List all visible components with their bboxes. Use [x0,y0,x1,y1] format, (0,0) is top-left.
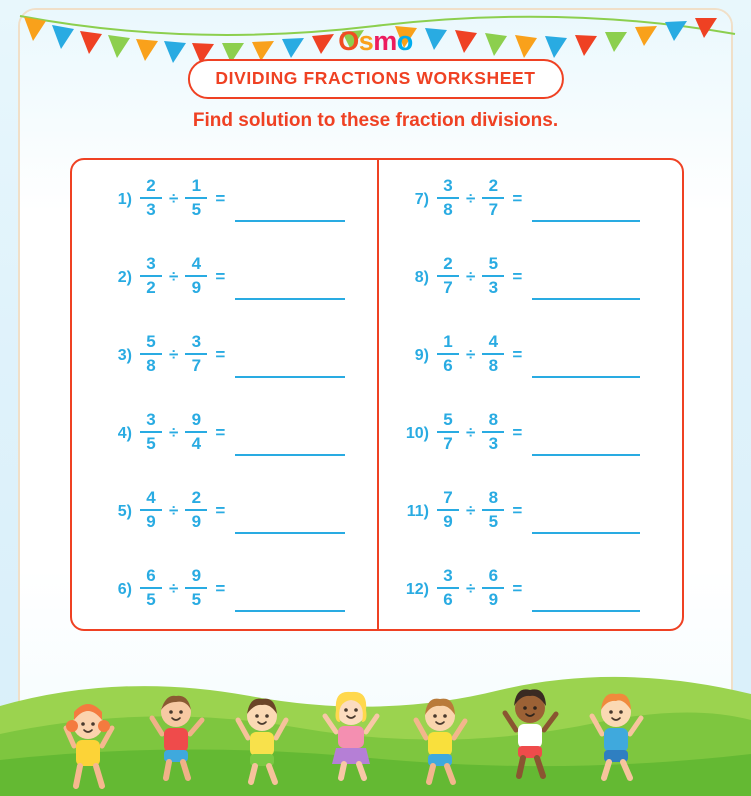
fraction-first [435,488,461,531]
numerator: 7 [443,488,453,507]
problem-row [82,566,367,644]
problem-row [82,254,367,332]
fraction-second [480,566,506,609]
divide-icon: ÷ [466,267,476,286]
problem-index: 2) [117,269,132,286]
fraction-second [183,410,209,453]
denominator: 4 [191,433,202,453]
fraction-first [435,176,461,219]
fraction-bar [437,509,459,511]
equals-sign: = [512,423,523,442]
denominator: 9 [191,511,202,531]
numerator: 2 [146,176,156,195]
equals-sign: = [215,579,226,598]
fraction-first [435,410,461,453]
answer-blank[interactable] [532,220,640,222]
fraction-second [480,488,506,531]
fraction-bar [482,353,504,355]
answer-blank[interactable] [532,298,640,300]
denominator: 3 [488,433,499,453]
fraction-bar [140,275,162,277]
divide-icon: ÷ [169,579,179,598]
divide-icon: ÷ [169,189,179,208]
divide-icon: ÷ [169,267,179,286]
fraction-second [183,488,209,531]
fraction-first [138,332,164,375]
fraction-first [138,488,164,531]
answer-blank[interactable] [532,454,640,456]
numerator: 6 [488,566,499,585]
equals-sign: = [215,267,226,286]
fraction-bar [437,197,459,199]
denominator: 9 [443,511,453,531]
answer-blank[interactable] [235,376,345,378]
denominator: 5 [191,589,202,609]
numerator: 3 [443,176,453,195]
divide-icon: ÷ [169,345,179,364]
denominator: 7 [191,355,202,375]
equals-sign: = [215,345,226,364]
denominator: 5 [191,199,202,219]
problem-row [82,176,367,254]
problem-index: 9) [414,347,429,364]
problem-index: 8) [414,269,429,286]
denominator: 5 [488,511,499,531]
fraction-bar [185,197,207,199]
divide-icon: ÷ [466,345,476,364]
divide-icon: ÷ [466,579,476,598]
problem-row [387,566,672,644]
problem-index: 11) [406,503,429,520]
denominator: 6 [443,589,453,609]
numerator: 9 [191,566,202,585]
denominator: 3 [488,277,499,297]
equals-sign: = [512,345,523,364]
fraction-first [138,254,164,297]
worksheet-instructions: Find solution to these fraction divisions. [192,110,559,131]
problem-index: 1) [117,191,132,208]
equals-sign: = [512,501,523,520]
fraction-bar [185,353,207,355]
fraction-bar [437,587,459,589]
fraction-bar [437,353,459,355]
problem-row [387,176,672,254]
denominator: 6 [443,355,453,375]
problem-row [82,410,367,488]
fraction-bar [140,353,162,355]
fraction-bar [482,587,504,589]
fraction-first [138,176,164,219]
problems-column-right [377,160,682,629]
fraction-bar [482,431,504,433]
fraction-bar [482,275,504,277]
problem-index: 5) [117,503,132,520]
numerator: 4 [191,254,202,273]
problems-column-left [72,160,377,629]
divide-icon: ÷ [466,423,476,442]
denominator: 2 [146,277,156,297]
fraction-second [183,176,209,219]
logo-letter-o2: o [396,26,413,56]
problem-row [387,254,672,332]
fraction-bar [140,509,162,511]
fraction-bar [140,587,162,589]
answer-blank[interactable] [235,610,345,612]
denominator: 3 [146,199,156,219]
numerator: 4 [488,332,499,351]
fraction-bar [140,431,162,433]
children-illustration [0,636,751,796]
problem-index: 10) [405,425,429,442]
worksheet-title-ribbon: DIVIDING FRACTIONS WORKSHEET [187,59,563,99]
denominator: 8 [488,355,499,375]
fraction-bar [437,431,459,433]
answer-blank[interactable] [532,610,640,612]
problems-container [70,158,684,631]
numerator: 2 [443,254,453,273]
numerator: 8 [488,410,499,429]
divide-icon: ÷ [466,189,476,208]
denominator: 5 [146,589,156,609]
equals-sign: = [215,501,226,520]
denominator: 9 [146,511,156,531]
fraction-bar [185,587,207,589]
equals-sign: = [215,423,226,442]
numerator: 6 [146,566,156,585]
denominator: 7 [443,433,453,453]
fraction-first [435,332,461,375]
numerator: 1 [443,332,453,351]
numerator: 8 [488,488,499,507]
fraction-second [480,176,506,219]
fraction-second [183,254,209,297]
fraction-first [435,566,461,609]
divide-icon: ÷ [466,501,476,520]
osmo-logo [0,26,751,57]
numerator: 3 [191,332,202,351]
fraction-bar [185,275,207,277]
denominator: 5 [146,433,156,453]
numerator: 2 [191,488,202,507]
answer-blank[interactable] [235,454,345,456]
numerator: 5 [443,410,453,429]
problem-index: 6) [117,581,132,598]
equals-sign: = [512,189,523,208]
fraction-bar [482,509,504,511]
fraction-second [480,332,506,375]
fraction-second [480,254,506,297]
problem-row [82,488,367,566]
problem-row [387,410,672,488]
problem-index: 7) [414,191,429,208]
problem-index: 12) [405,581,429,598]
problem-row [82,332,367,410]
fraction-bar [185,509,207,511]
fraction-bar [482,197,504,199]
equals-sign: = [215,189,226,208]
numerator: 1 [191,176,202,195]
denominator: 9 [191,277,202,297]
numerator: 5 [146,332,156,351]
numerator: 3 [146,410,156,429]
fraction-first [138,410,164,453]
answer-blank[interactable] [235,532,345,534]
problem-row [387,332,672,410]
logo-letter-m: m [373,26,397,56]
numerator: 2 [488,176,499,195]
logo-letter-o1: O [338,26,359,56]
fraction-bar [185,431,207,433]
fraction-first [435,254,461,297]
fraction-second [183,566,209,609]
fraction-first [138,566,164,609]
fraction-second [480,410,506,453]
divide-icon: ÷ [169,501,179,520]
numerator: 3 [146,254,156,273]
numerator: 5 [488,254,499,273]
equals-sign: = [512,267,523,286]
answer-blank[interactable] [532,376,640,378]
answer-blank[interactable] [235,220,345,222]
numerator: 9 [191,410,202,429]
problem-index: 3) [117,347,132,364]
fraction-second [183,332,209,375]
problem-row [387,488,672,566]
divide-icon: ÷ [169,423,179,442]
numerator: 3 [443,566,453,585]
fraction-bar [140,197,162,199]
logo-letter-s: s [358,26,374,56]
denominator: 9 [488,589,499,609]
fraction-bar [437,275,459,277]
numerator: 4 [146,488,156,507]
answer-blank[interactable] [235,298,345,300]
denominator: 8 [146,355,156,375]
denominator: 8 [443,199,453,219]
problem-index: 4) [117,425,132,442]
denominator: 7 [443,277,453,297]
equals-sign: = [512,579,523,598]
denominator: 7 [488,199,499,219]
answer-blank[interactable] [532,532,640,534]
